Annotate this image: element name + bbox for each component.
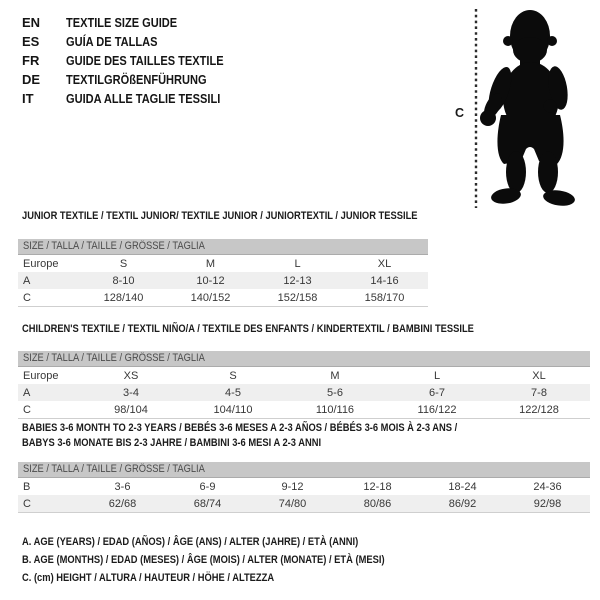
children-table	[18, 351, 590, 419]
table-cell: A	[23, 274, 31, 287]
table-cell: 6-9	[199, 480, 216, 493]
babies-table-title-line2: BABYS 3-6 MONATE BIS 2-3 JAHRE / BAMBINI 3-6 MESI A 2-3 ANNI	[22, 437, 322, 449]
language-label: TEXTILE SIZE GUIDE	[66, 15, 178, 30]
table-cell: Europe	[23, 257, 59, 270]
table-cell: 10-12	[196, 274, 225, 287]
table-cell: S	[229, 369, 237, 382]
table-cell: 12-18	[363, 480, 392, 493]
table-cell: 68/74	[193, 497, 222, 510]
table-cell: 4-5	[225, 386, 241, 399]
size-header-text: SIZE / TALLA / TAILLE / GRÖSSE / TAGLIA	[23, 463, 205, 475]
table-cell: 92/98	[533, 497, 562, 510]
legend-note-a	[22, 533, 449, 551]
language-label: GUIDA ALLE TAGLIE TESSILI	[66, 91, 221, 106]
table-cell: 122/128	[519, 403, 559, 416]
language-header	[22, 13, 251, 108]
table-cell: 158/170	[364, 291, 405, 304]
table-row	[18, 401, 590, 418]
legend-note-a-text: A. AGE (YEARS) / EDAD (AÑOS) / ÂGE (ANS) / ALTER (JAHRE) / ETÀ (ANNI)	[22, 536, 359, 548]
table-cell: XL	[377, 257, 392, 270]
table-row	[18, 367, 590, 384]
table-cell: XL	[532, 369, 546, 382]
table-cell: 6-7	[429, 386, 445, 399]
table-cell: 8-10	[112, 274, 135, 287]
table-cell: A	[23, 386, 31, 399]
language-code: ES	[22, 34, 40, 49]
table-cell: XS	[123, 369, 139, 382]
table-cell: 128/140	[103, 291, 144, 304]
height-measure-label: C	[455, 106, 465, 120]
size-header-bar	[18, 351, 590, 367]
table-cell: C	[23, 403, 31, 416]
table-cell: 98/104	[114, 403, 148, 416]
table-row	[18, 272, 428, 289]
legend-note-b	[22, 551, 449, 569]
table-cell: 18-24	[448, 480, 477, 493]
table-cell: L	[433, 369, 441, 382]
babies-table-title-line1: BABIES 3-6 MONTH TO 2-3 YEARS / BEBÉS 3-6 MESES A 2-3 AÑOS / BÉBÉS 3-6 MOIS À 2-3 ANS /	[22, 422, 458, 434]
table-cell: 9-12	[281, 480, 304, 493]
babies-table	[18, 462, 590, 513]
table-cell: L	[294, 257, 301, 270]
language-row-de	[22, 70, 251, 89]
table-cell: 110/116	[315, 403, 355, 416]
table-row	[18, 478, 590, 495]
junior-table-title	[22, 209, 487, 224]
table-row	[18, 289, 428, 306]
size-header-bar	[18, 462, 590, 478]
language-label: TEXTILGRÖßENFÜHRUNG	[66, 72, 207, 87]
table-cell: 74/80	[278, 497, 307, 510]
table-cell: 14-16	[370, 274, 399, 287]
table-cell: 116/122	[417, 403, 457, 416]
language-row-es	[22, 32, 251, 51]
table-cell: 62/68	[108, 497, 137, 510]
table-cell: 152/158	[277, 291, 318, 304]
size-header-text: SIZE / TALLA / TAILLE / GRÖSSE / TAGLIA	[23, 240, 205, 252]
children-table-title	[22, 322, 554, 337]
junior-table	[18, 239, 428, 307]
language-code: FR	[22, 53, 40, 68]
language-code: EN	[22, 15, 41, 30]
table-cell: 3-4	[123, 386, 139, 399]
legend-note-c-text: C. (cm) HEIGHT / ALTURA / HAUTEUR / HÖHE / ALTEZZA	[22, 572, 275, 584]
table-cell: 12-13	[283, 274, 312, 287]
language-label: GUÍA DE TALLAS	[66, 34, 158, 49]
legend-note-c	[22, 569, 449, 587]
language-code: IT	[22, 91, 34, 106]
table-row	[18, 255, 428, 272]
table-cell: 80/86	[363, 497, 392, 510]
table-cell: 7-8	[531, 386, 547, 399]
table-cell: 140/152	[190, 291, 231, 304]
junior-table-title-text: JUNIOR TEXTILE / TEXTIL JUNIOR/ TEXTILE JUNIOR / JUNIORTEXTIL / JUNIOR TESSILE	[22, 210, 418, 222]
table-cell: C	[23, 497, 31, 510]
legend-note-b-text: B. AGE (MONTHS) / EDAD (MESES) / ÂGE (MOIS) / ALTER (MONATE) / ETÀ (MESI)	[22, 554, 385, 566]
legend	[22, 533, 449, 587]
table-cell: Europe	[23, 369, 59, 382]
language-row-fr	[22, 51, 251, 70]
table-cell: 24-36	[533, 480, 562, 493]
language-row-it	[22, 89, 251, 108]
babies-table-title	[22, 421, 534, 451]
table-row	[18, 384, 590, 401]
language-row-en	[22, 13, 251, 32]
size-header-text: SIZE / TALLA / TAILLE / GRÖSSE / TAGLIA	[23, 352, 205, 364]
table-row	[18, 495, 590, 512]
table-cell: 86/92	[448, 497, 477, 510]
baby-silhouette	[480, 10, 576, 208]
table-cell: M	[205, 257, 216, 270]
size-header-bar	[18, 239, 428, 255]
table-cell: 104/110	[213, 403, 253, 416]
language-code: DE	[22, 72, 41, 87]
table-cell: 3-6	[114, 480, 131, 493]
table-cell: B	[23, 480, 31, 493]
table-cell: S	[119, 257, 128, 270]
table-cell: 5-6	[327, 386, 343, 399]
table-cell: M	[330, 369, 340, 382]
table-cell: C	[23, 291, 31, 304]
language-label: GUIDE DES TAILLES TEXTILE	[66, 53, 224, 68]
children-table-title-text: CHILDREN'S TEXTILE / TEXTIL NIÑO/A / TEXTILE DES ENFANTS / KINDERTEXTIL / BAMBINI TESSILE	[22, 323, 474, 335]
